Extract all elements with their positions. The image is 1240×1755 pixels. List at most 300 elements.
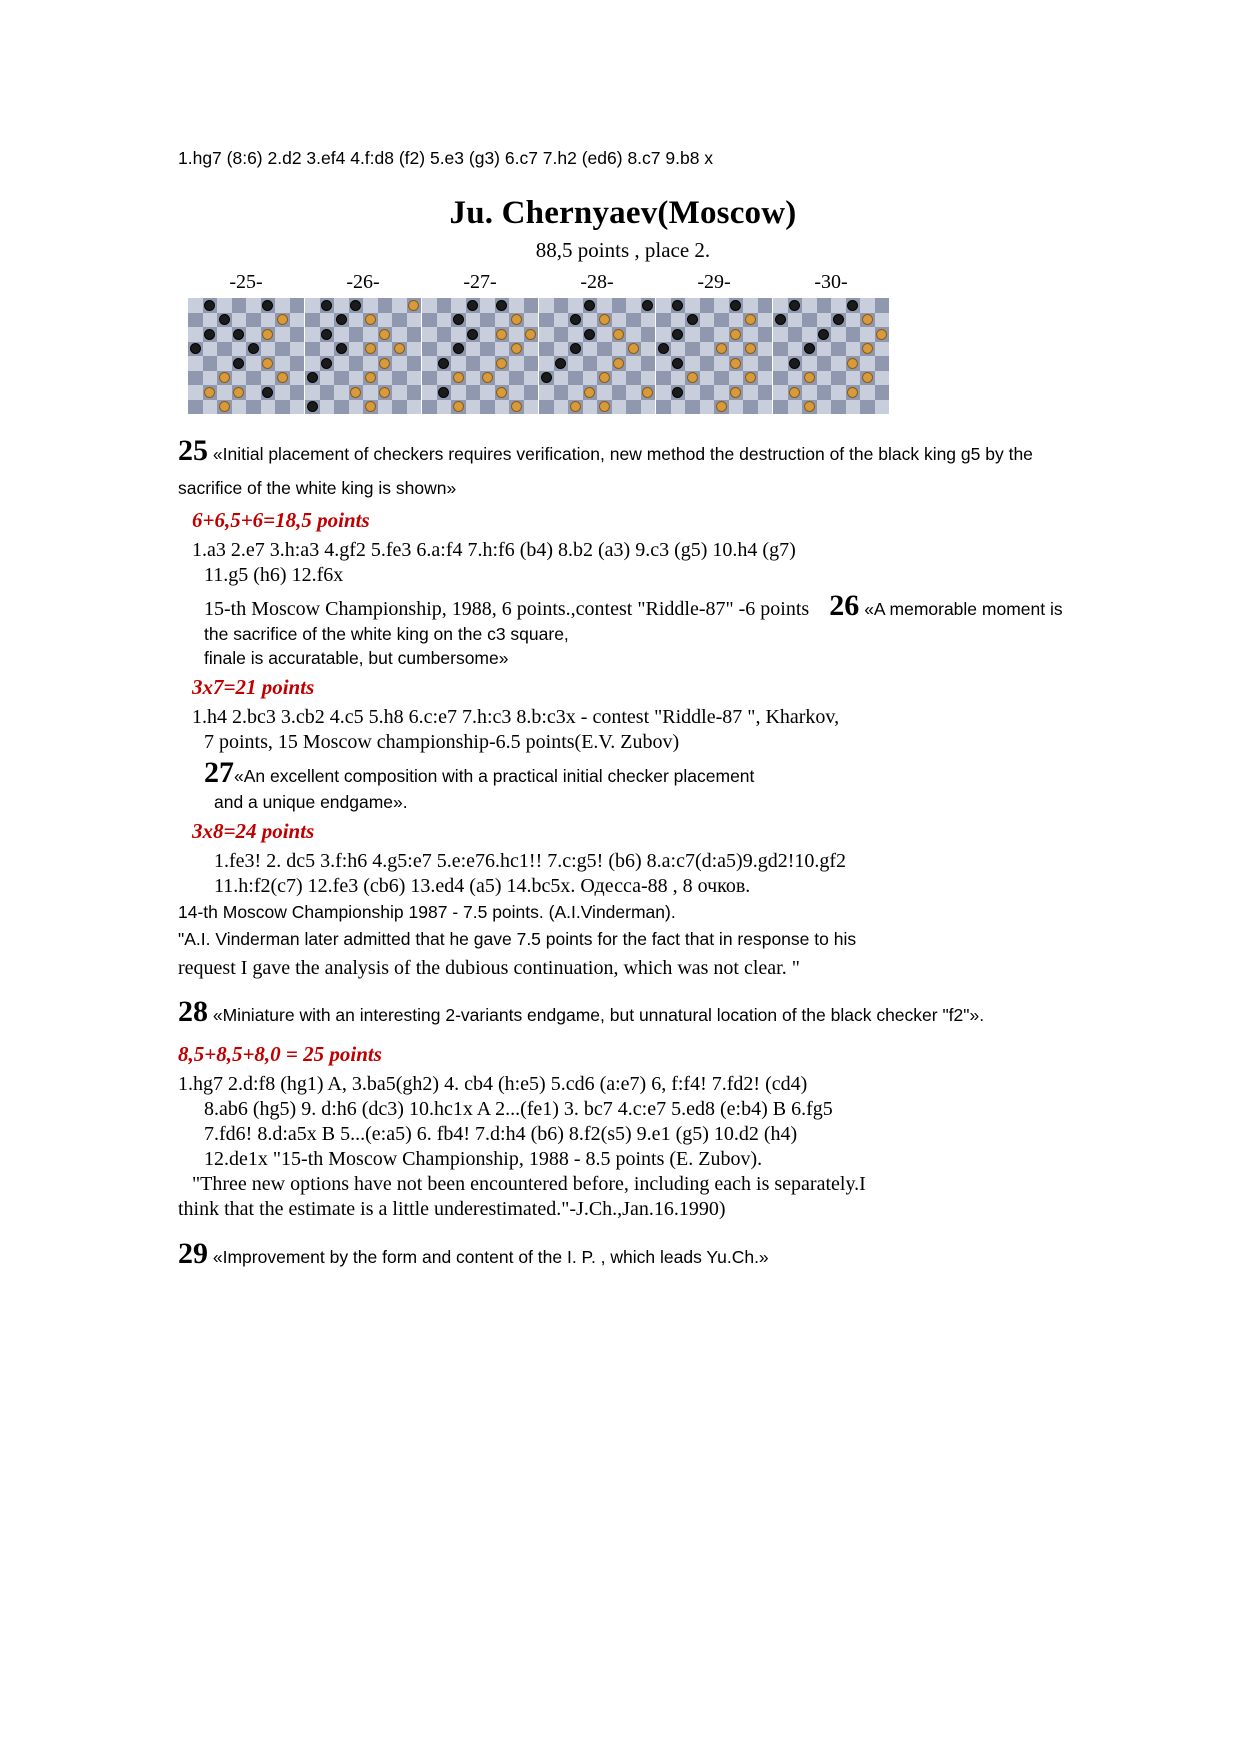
black-checker-icon	[190, 343, 201, 354]
board-square	[554, 385, 569, 400]
black-checker-icon	[233, 358, 244, 369]
board-square	[685, 371, 700, 386]
board-square	[875, 313, 890, 328]
entry-27-comment	[204, 756, 1068, 790]
board-square	[334, 371, 349, 386]
board-square	[817, 371, 832, 386]
board-square	[334, 342, 349, 357]
entry-27-note-3: request I gave the analysis of the dubious continuation, which was not clear. "	[178, 957, 800, 980]
board-square	[392, 371, 407, 386]
white-checker-icon	[599, 314, 610, 325]
entry-25-note: 15-th Moscow Championship, 1988, 6 points.,contest "Riddle-87" -6 points	[204, 597, 810, 620]
board-square	[246, 400, 261, 415]
board-square	[568, 327, 583, 342]
board-square	[817, 385, 832, 400]
board-square	[275, 342, 290, 357]
board-square	[378, 356, 393, 371]
board-square	[875, 385, 890, 400]
board-square	[583, 327, 598, 342]
black-checker-icon	[730, 300, 741, 311]
board-square	[495, 313, 510, 328]
board-square	[626, 313, 641, 328]
board-square	[378, 371, 393, 386]
board-square	[437, 356, 452, 371]
board-square	[217, 385, 232, 400]
black-checker-icon	[350, 300, 361, 311]
white-checker-icon	[862, 372, 873, 383]
board-square	[568, 400, 583, 415]
board-square	[407, 400, 422, 415]
white-checker-icon	[365, 343, 376, 354]
board-square	[275, 371, 290, 386]
board-square	[802, 313, 817, 328]
board-square	[451, 400, 466, 415]
board-square	[597, 385, 612, 400]
board-square	[788, 342, 803, 357]
board-square	[349, 385, 364, 400]
board-square	[392, 400, 407, 415]
white-checker-icon	[730, 358, 741, 369]
board-square	[860, 371, 875, 386]
board-square	[539, 371, 554, 386]
board-square	[583, 342, 598, 357]
board-square	[203, 400, 218, 415]
entry-28-note-2: think that the estimate is a little underestimated."-J.Ch.,Jan.16.1990)	[178, 1197, 726, 1220]
entry-27-number: 27	[204, 755, 234, 789]
white-checker-icon	[642, 387, 653, 398]
board-square	[539, 313, 554, 328]
white-checker-icon	[745, 343, 756, 354]
board-square	[685, 342, 700, 357]
board-square	[714, 298, 729, 313]
board-square	[232, 356, 247, 371]
board-square	[758, 313, 773, 328]
board-square	[480, 298, 495, 313]
board-square	[758, 298, 773, 313]
white-checker-icon	[570, 401, 581, 412]
board-square	[524, 327, 539, 342]
board-square	[363, 385, 378, 400]
board-square	[597, 371, 612, 386]
black-checker-icon	[584, 300, 595, 311]
black-checker-icon	[307, 401, 318, 412]
diagram-label-25: -25-	[229, 271, 263, 293]
board-square	[349, 313, 364, 328]
white-checker-icon	[804, 401, 815, 412]
black-checker-icon	[336, 343, 347, 354]
board-square	[773, 371, 788, 386]
white-checker-icon	[628, 343, 639, 354]
board-square	[758, 400, 773, 415]
white-checker-icon	[525, 329, 536, 340]
board-square	[554, 327, 569, 342]
board-square	[612, 342, 627, 357]
board-square	[392, 327, 407, 342]
board-square	[773, 342, 788, 357]
board-square	[671, 313, 686, 328]
diagram-label-27: -27-	[463, 271, 497, 293]
board-square	[422, 356, 437, 371]
entry-28-moves-1: 1.hg7 2.d:f8 (hg1) A, 3.ba5(gh2) 4. cb4 (h:e5) 5.cd6 (a:e7) 6, f:f4! 7.fd2! (cd4)	[178, 1072, 808, 1095]
board-square	[817, 356, 832, 371]
board-square	[539, 385, 554, 400]
entry-25-comment	[178, 428, 1068, 502]
black-checker-icon	[467, 300, 478, 311]
board-square	[729, 371, 744, 386]
board-square	[203, 342, 218, 357]
diagram-label-29: -29-	[697, 271, 731, 293]
board-square	[349, 298, 364, 313]
board-square	[349, 400, 364, 415]
board-square	[714, 385, 729, 400]
board-square	[714, 327, 729, 342]
board-square	[363, 371, 378, 386]
entry-28-moves-2: 8.ab6 (hg5) 9. d:h6 (dc3) 10.hc1x A 2...(fe1) 3. bc7 4.c:e7 5.ed8 (e:b4) B 6.fg5	[204, 1097, 833, 1120]
board-square	[203, 327, 218, 342]
board-square	[831, 356, 846, 371]
white-checker-icon	[584, 387, 595, 398]
black-checker-icon	[847, 300, 858, 311]
board-square	[363, 313, 378, 328]
board-square	[802, 342, 817, 357]
board-square	[334, 327, 349, 342]
entry-26-comment-part2: finale is accuratable, but cumbersome»	[204, 647, 509, 668]
black-checker-icon	[321, 300, 332, 311]
board-square	[363, 342, 378, 357]
black-checker-icon	[570, 343, 581, 354]
board-square	[860, 313, 875, 328]
black-checker-icon	[804, 343, 815, 354]
board-square	[656, 385, 671, 400]
board-square	[626, 400, 641, 415]
board-square	[407, 313, 422, 328]
board-square	[466, 385, 481, 400]
board-square	[363, 400, 378, 415]
board-square	[817, 342, 832, 357]
board-square	[466, 327, 481, 342]
board-square	[466, 313, 481, 328]
board-square	[422, 342, 437, 357]
board-square	[612, 400, 627, 415]
board-square	[261, 327, 276, 342]
white-checker-icon	[599, 401, 610, 412]
board-square	[743, 327, 758, 342]
board-square	[641, 400, 656, 415]
board-square	[275, 385, 290, 400]
board-square	[320, 371, 335, 386]
board-square	[773, 298, 788, 313]
board-square	[466, 371, 481, 386]
board-square	[334, 385, 349, 400]
board-square	[261, 400, 276, 415]
board-square	[875, 400, 890, 415]
black-checker-icon	[453, 343, 464, 354]
board-square	[305, 400, 320, 415]
board-square	[554, 400, 569, 415]
board-square	[509, 298, 524, 313]
board-square	[378, 298, 393, 313]
board-square	[626, 298, 641, 313]
white-checker-icon	[233, 387, 244, 398]
board-square	[568, 313, 583, 328]
black-checker-icon	[496, 300, 507, 311]
board-square	[392, 342, 407, 357]
board-square	[480, 327, 495, 342]
board-square	[846, 342, 861, 357]
board-square	[714, 342, 729, 357]
board-square	[305, 356, 320, 371]
board-square	[656, 327, 671, 342]
black-checker-icon	[818, 329, 829, 340]
white-checker-icon	[365, 372, 376, 383]
white-checker-icon	[350, 387, 361, 398]
checkers-board-27	[422, 298, 538, 414]
board-square	[597, 342, 612, 357]
board-square	[758, 356, 773, 371]
white-checker-icon	[394, 343, 405, 354]
board-square	[539, 342, 554, 357]
board-square	[407, 342, 422, 357]
board-square	[188, 298, 203, 313]
board-square	[334, 298, 349, 313]
board-square	[758, 385, 773, 400]
black-checker-icon	[233, 329, 244, 340]
white-checker-icon	[511, 343, 522, 354]
board-square	[597, 356, 612, 371]
board-square	[860, 400, 875, 415]
board-square	[671, 400, 686, 415]
entry-28-score: 8,5+8,5+8,0 = 25 points	[178, 1041, 382, 1066]
board-square	[817, 298, 832, 313]
board-square	[524, 342, 539, 357]
board-square	[509, 313, 524, 328]
board-square	[554, 313, 569, 328]
white-checker-icon	[365, 401, 376, 412]
board-square	[583, 298, 598, 313]
board-square	[788, 371, 803, 386]
entry-29-comment	[178, 1231, 1068, 1278]
board-square	[700, 385, 715, 400]
black-checker-icon	[438, 358, 449, 369]
board-square	[656, 371, 671, 386]
board-square	[743, 385, 758, 400]
board-square	[188, 356, 203, 371]
author-points: 88,5 points , place 2.	[535, 238, 711, 262]
board-square	[217, 356, 232, 371]
checkers-board-29	[656, 298, 772, 414]
board-square	[626, 327, 641, 342]
board-square	[363, 327, 378, 342]
board-square	[437, 313, 452, 328]
entry-27-note-2: "A.I. Vinderman later admitted that he gave 7.5 points for the fact that in response to his	[178, 929, 857, 949]
board-square	[802, 356, 817, 371]
board-square	[437, 298, 452, 313]
board-square	[349, 327, 364, 342]
board-square	[334, 313, 349, 328]
white-checker-icon	[745, 372, 756, 383]
black-checker-icon	[438, 387, 449, 398]
black-checker-icon	[775, 314, 786, 325]
board-square	[729, 313, 744, 328]
board-square	[846, 298, 861, 313]
entry-26-moves-1: 1.h4 2.bc3 3.cb2 4.c5 5.h8 6.c:e7 7.h:c3 8.b:c3x - contest "Riddle-87 ", Kharkov,	[192, 705, 840, 728]
board-square	[671, 342, 686, 357]
entry-28-comment-text: «Miniature with an interesting 2-variants endgame, but unnatural location of the black checker "f2"».	[212, 1005, 985, 1026]
board-square	[788, 356, 803, 371]
white-checker-icon	[687, 372, 698, 383]
board-square	[451, 298, 466, 313]
checkers-board-28	[539, 298, 655, 414]
board-square	[743, 356, 758, 371]
board-square	[758, 371, 773, 386]
board-square	[509, 400, 524, 415]
board-square	[188, 385, 203, 400]
board-square	[875, 356, 890, 371]
board-square	[641, 385, 656, 400]
board-square	[217, 327, 232, 342]
board-square	[232, 298, 247, 313]
board-square	[305, 313, 320, 328]
board-square	[320, 400, 335, 415]
diagram-label-28: -28-	[580, 271, 614, 293]
board-square	[788, 400, 803, 415]
board-square	[802, 400, 817, 415]
board-square	[232, 400, 247, 415]
board-square	[671, 327, 686, 342]
board-square	[568, 385, 583, 400]
board-square	[349, 342, 364, 357]
board-square	[846, 400, 861, 415]
white-checker-icon	[496, 329, 507, 340]
board-square	[261, 356, 276, 371]
board-square	[656, 400, 671, 415]
board-square	[685, 313, 700, 328]
board-square	[305, 342, 320, 357]
white-checker-icon	[730, 387, 741, 398]
board-square	[495, 385, 510, 400]
board-square	[217, 400, 232, 415]
entry-27-note-1: 14-th Moscow Championship 1987 - 7.5 points. (A.I.Vinderman).	[178, 901, 676, 922]
board-square	[539, 356, 554, 371]
board-square	[188, 371, 203, 386]
board-square	[743, 371, 758, 386]
board-square	[275, 400, 290, 415]
board-square	[831, 327, 846, 342]
white-checker-icon	[219, 401, 230, 412]
board-square	[568, 371, 583, 386]
white-checker-icon	[847, 387, 858, 398]
board-square	[349, 371, 364, 386]
board-square	[700, 313, 715, 328]
board-square	[188, 342, 203, 357]
board-square	[422, 298, 437, 313]
black-checker-icon	[307, 372, 318, 383]
entry-27-moves-1: 1.fe3! 2. dc5 3.f:h6 4.g5:e7 5.e:e76.hc1!! 7.c:g5! (b6) 8.a:c7(d:a5)9.gd2!10.gf2	[214, 849, 847, 872]
board-square	[831, 385, 846, 400]
board-square	[495, 400, 510, 415]
white-checker-icon	[876, 329, 887, 340]
entry-26-score: 3x7=21 points	[192, 674, 315, 699]
board-square	[392, 356, 407, 371]
black-checker-icon	[321, 329, 332, 340]
board-square	[480, 313, 495, 328]
board-square	[860, 385, 875, 400]
board-square	[554, 356, 569, 371]
board-square	[480, 385, 495, 400]
board-square	[320, 298, 335, 313]
white-checker-icon	[862, 314, 873, 325]
board-square	[656, 313, 671, 328]
board-square	[524, 400, 539, 415]
board-square	[539, 298, 554, 313]
board-square	[524, 298, 539, 313]
board-square	[363, 356, 378, 371]
board-square	[729, 356, 744, 371]
board-square	[700, 356, 715, 371]
board-square	[597, 327, 612, 342]
board-square	[363, 298, 378, 313]
board-square	[305, 385, 320, 400]
board-square	[305, 298, 320, 313]
board-square	[773, 400, 788, 415]
board-square	[875, 342, 890, 357]
board-square	[407, 385, 422, 400]
board-square	[568, 356, 583, 371]
board-square	[466, 342, 481, 357]
board-square	[788, 313, 803, 328]
board-square	[568, 298, 583, 313]
board-square	[334, 356, 349, 371]
board-square	[685, 327, 700, 342]
board-square	[203, 313, 218, 328]
entry-25-score: 6+6,5+6=18,5 points	[192, 507, 370, 532]
board-square	[305, 327, 320, 342]
board-square	[788, 298, 803, 313]
board-square	[407, 371, 422, 386]
board-square	[495, 356, 510, 371]
entry-25-moves-2: 11.g5 (h6) 12.f6x	[204, 563, 344, 586]
board-square	[509, 371, 524, 386]
board-square	[729, 298, 744, 313]
board-square	[641, 342, 656, 357]
white-checker-icon	[379, 329, 390, 340]
board-square	[275, 327, 290, 342]
board-square	[773, 356, 788, 371]
diagram-label-30: -30-	[814, 271, 848, 293]
board-square	[320, 327, 335, 342]
entry-29-number: 29	[178, 1236, 208, 1270]
board-square	[246, 342, 261, 357]
board-square	[217, 313, 232, 328]
white-checker-icon	[453, 401, 464, 412]
board-square	[261, 342, 276, 357]
board-square	[495, 327, 510, 342]
board-square	[495, 342, 510, 357]
white-checker-icon	[613, 329, 624, 340]
board-square	[451, 385, 466, 400]
black-checker-icon	[541, 372, 552, 383]
board-square	[641, 313, 656, 328]
white-checker-icon	[262, 329, 273, 340]
board-square	[626, 342, 641, 357]
board-square	[788, 327, 803, 342]
board-square	[597, 400, 612, 415]
board-square	[802, 327, 817, 342]
board-square	[700, 342, 715, 357]
board-square	[378, 385, 393, 400]
board-square	[583, 400, 598, 415]
board-square	[203, 385, 218, 400]
